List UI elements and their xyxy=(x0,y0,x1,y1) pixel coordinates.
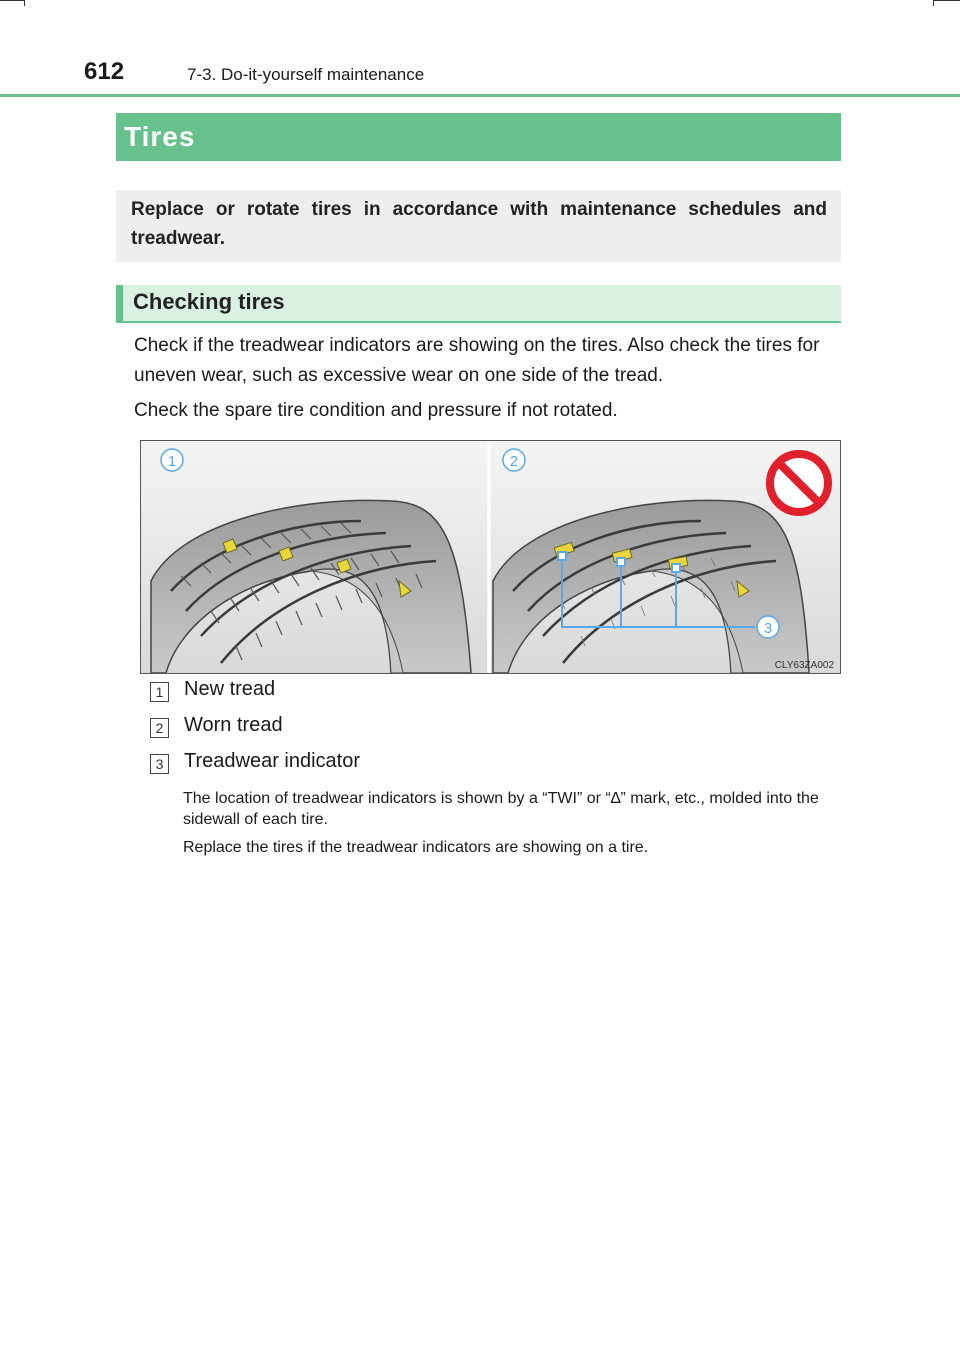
legend-number: 1 xyxy=(150,682,169,702)
crop-mark xyxy=(933,0,934,6)
figure-marker-3: 3 xyxy=(763,620,773,637)
legend-label: Worn tread xyxy=(184,714,283,736)
subsection-accent xyxy=(116,285,123,323)
page-number: 612 xyxy=(84,58,125,85)
note-paragraph: The location of treadwear indicators is shown by a “TWI” or “∆” mark, etc., molded into the sidewall of each tire. xyxy=(183,790,819,828)
legend-label: Treadwear indicator xyxy=(184,750,361,772)
section-title-bar xyxy=(116,113,841,161)
legend-number: 3 xyxy=(150,754,169,774)
body-paragraph: Check the spare tire condition and pressure if not rotated. xyxy=(134,400,618,421)
crop-mark xyxy=(0,0,24,1)
body-paragraph: Check if the treadwear indicators are showing on the tires. Also check the tires for uneven wear, such as excessive wear on one side of the tread. xyxy=(134,335,820,386)
header-rule xyxy=(0,94,960,97)
crop-mark xyxy=(933,0,960,1)
legend-number: 2 xyxy=(150,718,169,738)
note-paragraph: Replace the tires if the treadwear indicators are showing on a tire. xyxy=(183,839,649,856)
legend-label: New tread xyxy=(184,678,276,700)
section-breadcrumb: 7-3. Do-it-yourself maintenance xyxy=(187,65,425,84)
intro-text: Replace or rotate tires in accordance with maintenance schedules and treadwear. xyxy=(131,199,827,249)
figure-marker-1: 1 xyxy=(167,453,177,470)
intro-box xyxy=(116,190,841,262)
subsection-title-bar xyxy=(116,285,841,323)
figure-marker-2: 2 xyxy=(509,453,519,470)
subsection-title: Checking tires xyxy=(133,289,285,314)
crop-mark xyxy=(24,0,25,6)
prohibition-icon xyxy=(770,454,828,512)
tire-illustration xyxy=(140,440,841,674)
page-title: Tires xyxy=(124,121,196,152)
figure-code: CLY63ZA002 xyxy=(774,660,834,671)
